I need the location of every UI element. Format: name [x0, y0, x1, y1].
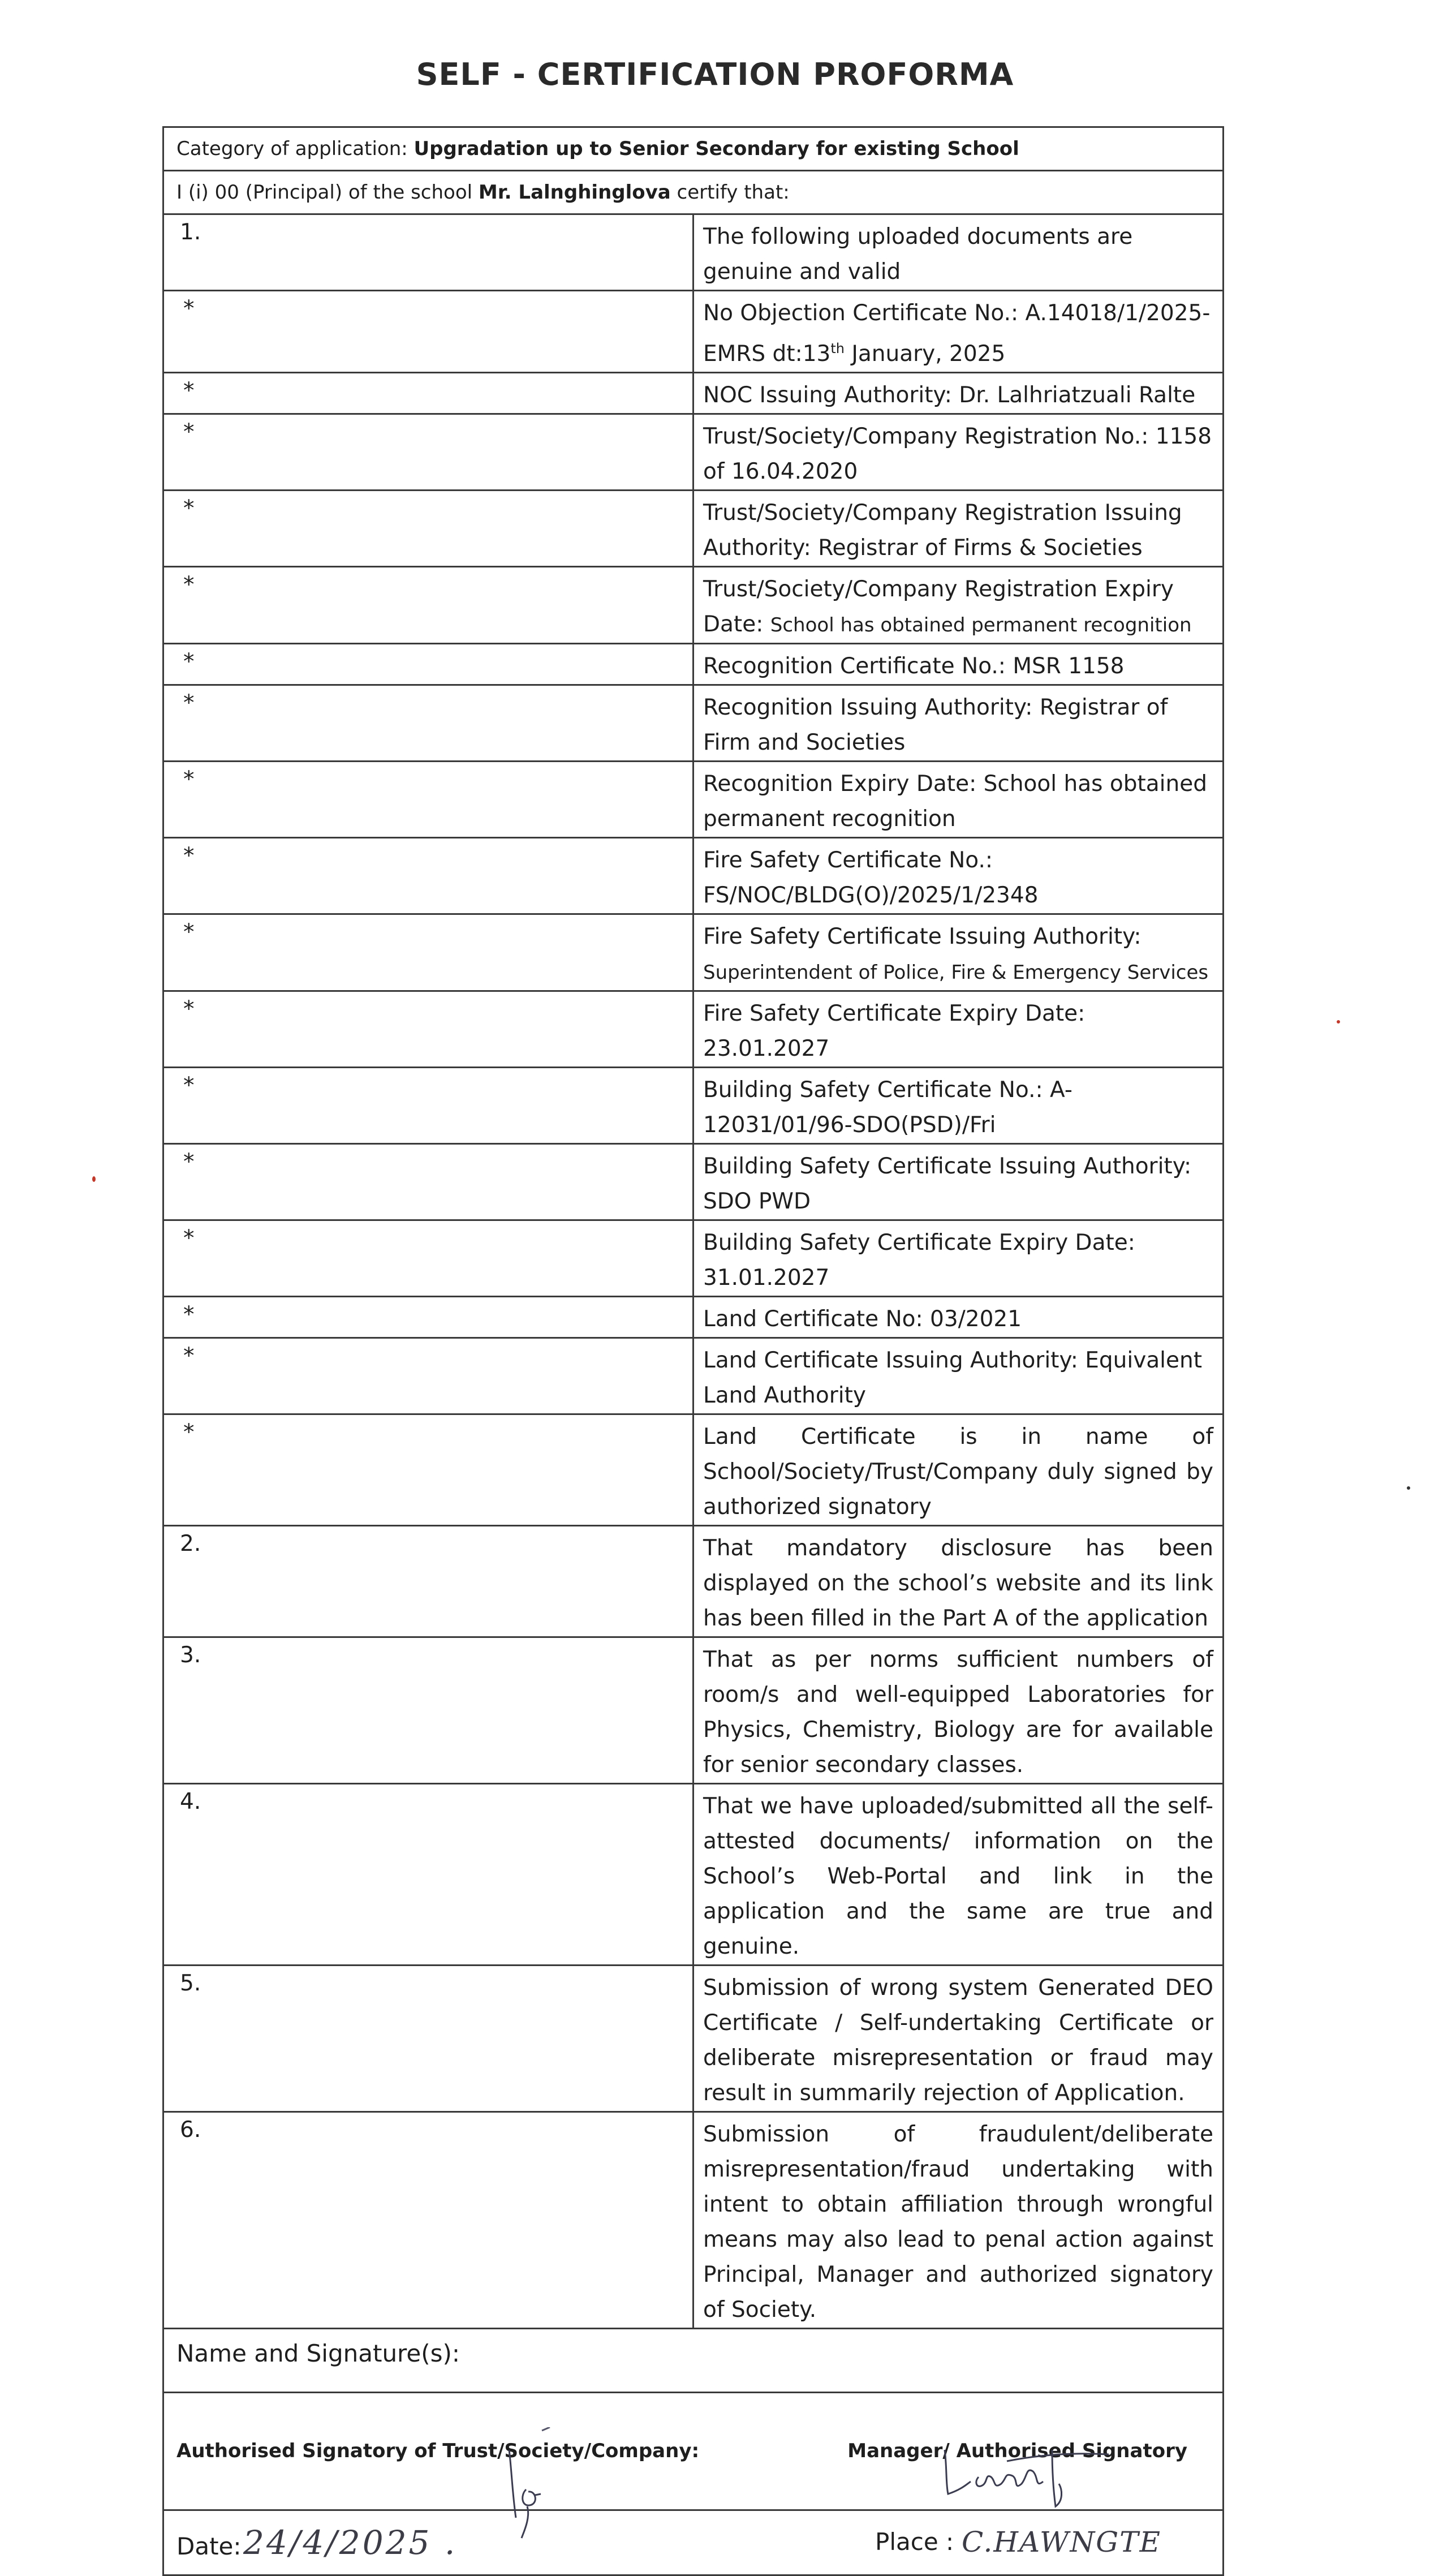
item-row: [163, 991, 1224, 1068]
item-row: [163, 1220, 1224, 1297]
item-row: [163, 291, 1224, 373]
item-bullet: *: [183, 649, 195, 674]
date-place-row: [163, 2510, 1224, 2575]
item-bullet: *: [183, 919, 195, 945]
certify-row: [163, 171, 1224, 214]
item-bullet: *: [183, 572, 195, 597]
item-row: [163, 762, 1224, 838]
item-row: [163, 685, 1224, 762]
certification-table: [162, 126, 1224, 2576]
item-text: Fire Safety Certificate Expiry Date: 23.01.2027: [694, 991, 1224, 1068]
item-row: [163, 1068, 1224, 1144]
stray-ink-mark: [1335, 1018, 1342, 1025]
item-bullet: *: [183, 1302, 195, 1327]
item-bullet: *: [183, 1420, 195, 1445]
authorised-signatory-label: Authorised Signatory of Trust/Society/Company:: [176, 2440, 700, 2462]
item-text: Submission of fraudulent/deliberate misrepresentation/fraud undertaking with intent to obtain affiliation through wrongful means may also lead to penal action against Principal, Manager and authorized signatory of Society.: [694, 2112, 1224, 2329]
item-label: Fire Safety Certificate Issuing Authority:: [703, 924, 1142, 949]
category-label: Category of application:: [176, 137, 414, 160]
item-row: [163, 644, 1224, 685]
certify-suffix: certify that:: [670, 181, 790, 204]
item-row: [163, 1297, 1224, 1338]
item-text: That as per norms sufficient numbers of room/s and well-equipped Laboratories for Physics, Chemistry, Biology are for available for senior secondary classes.: [694, 1637, 1224, 1784]
item-text: NOC Issuing Authority: Dr. Lalhriatzuali Ralte: [694, 373, 1224, 414]
item-number: 3.: [163, 1637, 694, 1784]
item-bullet: *: [183, 843, 195, 868]
item-text: Building Safety Certificate Issuing Authority: SDO PWD: [694, 1144, 1224, 1220]
item-bullet: *: [183, 296, 195, 321]
item-text: Recognition Expiry Date: School has obtained permanent recognition: [694, 762, 1224, 838]
item-text: Land Certificate is in name of School/Society/Trust/Company duly signed by authorized signatory: [694, 1414, 1224, 1526]
item-bullet: *: [183, 996, 195, 1022]
noc-date-text: January, 2025: [844, 341, 1006, 367]
item-text: That we have uploaded/submitted all the self-attested documents/ information on the School’s Web-Portal and link in the application and the same are true and genuine.: [694, 1784, 1224, 1966]
item-text: That mandatory disclosure has been displayed on the school’s website and its link has been filled in the Part A of the application: [694, 1526, 1224, 1637]
name-signature-row: [163, 2329, 1224, 2393]
stray-ink-mark: [1405, 1485, 1412, 1491]
item-row: [163, 373, 1224, 414]
item-bullet: *: [183, 690, 195, 716]
manager-signature: [922, 2427, 1126, 2512]
item-bullet: *: [183, 1343, 195, 1369]
place-value: C.HAWNGTE: [962, 2526, 1161, 2558]
item-row: [163, 2112, 1224, 2329]
item-bullet: *: [183, 378, 195, 403]
item-row: [163, 914, 1224, 991]
date-label: Date:: [176, 2532, 242, 2560]
principal-name: Mr. Lalnghinglova: [478, 181, 671, 204]
item-text: Trust/Society/Company Registration No.: 1158 of 16.04.2020: [694, 414, 1224, 491]
item-row: [163, 838, 1224, 914]
item-number: 1.: [163, 214, 694, 291]
item-row: [163, 1144, 1224, 1220]
item-row: [163, 214, 1224, 291]
item-text: Land Certificate No: 03/2021: [694, 1297, 1224, 1338]
item-label: Trust/Society/Company Registration Expiry Date:: [703, 577, 1174, 637]
noc-number-text: No Objection Certificate No.: A.14018/1/2025-EMRS dt:13: [703, 300, 1211, 367]
signatory-row: [163, 2393, 1224, 2510]
manager-signatory-label: Manager/ Authorised Signatory: [847, 2440, 1187, 2462]
place-label: Place :: [875, 2528, 954, 2556]
item-text: Submission of wrong system Generated DEO Certificate / Self-undertaking Certificate or deliberate misrepresentation or fraud may result in summarily rejection of Application.: [694, 1966, 1224, 2112]
item-row: [163, 1526, 1224, 1637]
noc-date-suffix: th: [830, 341, 845, 356]
item-text: Building Safety Certificate No.: A-12031/01/96-SDO(PSD)/Fri: [694, 1068, 1224, 1144]
item-number: 4.: [163, 1784, 694, 1966]
item-row: [163, 1966, 1224, 2112]
item-bullet: *: [183, 1149, 195, 1175]
item-text: The following uploaded documents are genuine and valid: [694, 214, 1224, 291]
item-row: [163, 1784, 1224, 1966]
name-signature-label: Name and Signature(s):: [163, 2329, 1224, 2393]
item-text: Land Certificate Issuing Authority: Equivalent Land Authority: [694, 1338, 1224, 1414]
document-title: SELF - CERTIFICATION PROFORMA: [416, 57, 1014, 92]
item-row: [163, 491, 1224, 567]
item-bullet: *: [183, 1225, 195, 1251]
item-row: [163, 1338, 1224, 1414]
item-text: Building Safety Certificate Expiry Date: 31.01.2027: [694, 1220, 1224, 1297]
item-bullet: *: [183, 767, 195, 792]
item-text: Trust/Society/Company Registration Issuing Authority: Registrar of Firms & Societies: [694, 491, 1224, 567]
item-text: Fire Safety Certificate No.: FS/NOC/BLDG(O)/2025/1/2348: [694, 838, 1224, 914]
item-row: [163, 567, 1224, 644]
item-row: [163, 414, 1224, 491]
item-bullet: *: [183, 1073, 195, 1098]
certify-prefix: I (i) 00 (Principal) of the school: [176, 181, 479, 204]
item-row: [163, 1637, 1224, 1784]
item-value: School has obtained permanent recognition: [770, 614, 1192, 637]
item-text: Recognition Certificate No.: MSR 1158: [694, 644, 1224, 685]
item-bullet: *: [183, 496, 195, 521]
item-text: Recognition Issuing Authority: Registrar of Firm and Societies: [694, 685, 1224, 762]
category-row: [163, 127, 1224, 171]
item-value: Superintendent of Police, Fire & Emergency Services: [703, 961, 1209, 984]
date-value: 24/4/2025 .: [243, 2523, 458, 2562]
item-number: 2.: [163, 1526, 694, 1637]
item-bullet: *: [183, 419, 195, 445]
category-value: Upgradation up to Senior Secondary for existing School: [414, 137, 1019, 160]
item-row: [163, 1414, 1224, 1526]
item-number: 6.: [163, 2112, 694, 2329]
stray-ink-mark: [91, 1175, 97, 1184]
item-number: 5.: [163, 1966, 694, 2112]
